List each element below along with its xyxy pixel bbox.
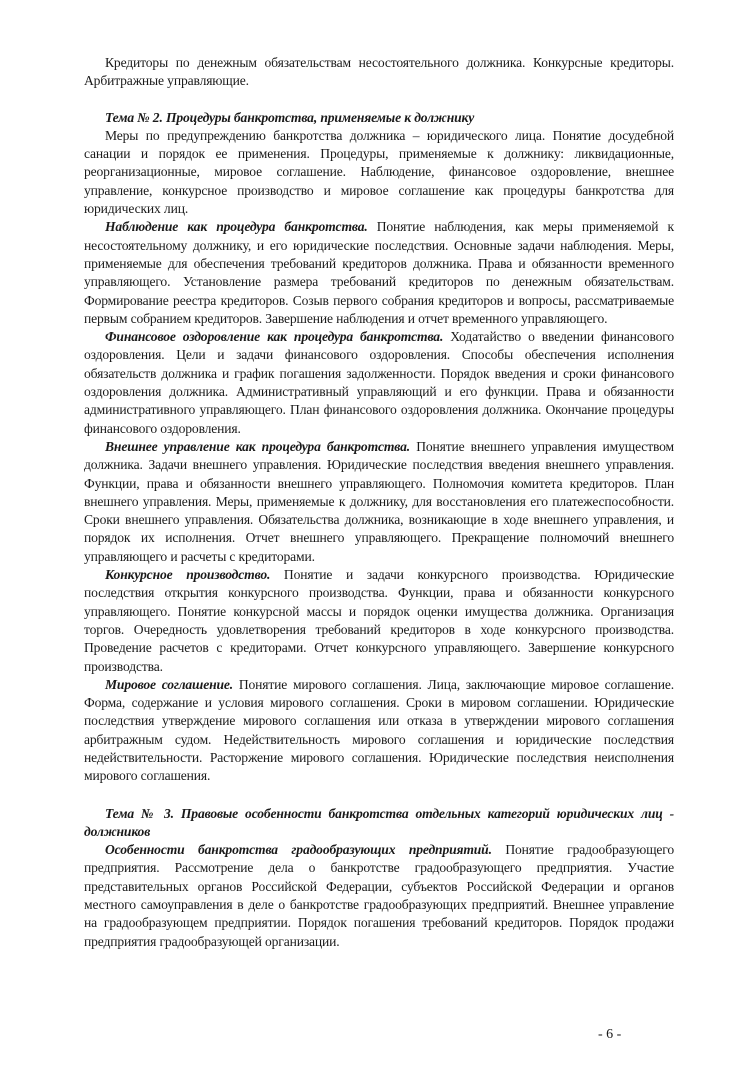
section-observation-body: Понятие наблюдения, как меры применяемой к несостоятельному должнику, и его юридические последствия. Основные задачи наблюдения. Меры, применяемые для обеспечения требований кредиторов должника. Права и обязанности временного управляющего. Установление размера требований кредиторов по денежным обязательствам. Формирование реестра кредиторов. Созыв первого собрания кредиторов и вопросы, рассматриваемые первым собранием кредиторов. Завершение наблюдения и отчет временного управляющего. [84,219,674,326]
section-external-management-body: Понятие внешнего управления имуществом должника. Задачи внешнего управления. Юридические последствия введения внешнего управления. Функции, права и обязанности внешнего управляющего. Полномочия комитета кредиторов. План внешнего управления. Меры, применяемые к должнику, для восстановления его платежеспособности. Сроки внешнего управления. Обязательства должника, возникающие в ходе внешнего управления, и порядок их исполнения. Отчет внешнего управляющего. Прекращение полномочий внешнего управляющего и расчеты с кредиторами. [84,438,675,564]
document-body [84,54,674,951]
section-observation [84,218,674,328]
intro-paragraph: Кредиторы по денежным обязательствам несостоятельного должника. Конкурсные кредиторы. Арбитражные управляющие. [84,55,674,89]
section-financial-recovery-title: Финансовое оздоровление как процедура банкротства. [105,329,444,345]
section-settlement-agreement [84,676,674,786]
topic-2-heading: Тема № 2. Процедуры банкротства, применяемые к должнику [105,109,475,125]
section-settlement-agreement-title: Мировое соглашение. [105,676,234,692]
section-city-forming-enterprises [84,841,674,951]
topic-3-heading: Тема № 3. Правовые особенности банкротства отдельных категорий юридических лиц - должников [84,805,674,839]
section-city-forming-enterprises-body: Понятие градообразующего предприятия. Рассмотрение дела о банкротстве градообразующего предприятия. Участие представительных органов Российской Федерации, субъектов Российской Федерации и органов местного самоуправления в деле о банкротстве градообразующих предприятий. Внешнее управление на градообразующем предприятии. Порядок погашения требований кредиторов. Порядок продажи предприятия градообразующей организации. [84,842,675,949]
section-bankruptcy-proceedings-title: Конкурсное производство. [105,567,271,583]
page-number: - 6 - [598,1027,622,1042]
section-financial-recovery [84,328,674,438]
section-settlement-agreement-body: Понятие мирового соглашения. Лица, заключающие мировое соглашение. Форма, содержание и условия мирового соглашения. Сроки в мировом соглашении. Юридические последствия утверждение мирового соглашения или отказа в утверждении мирового соглашения арбитражным судом. Недействительность мирового соглашения и юридические последствия недействительности. Расторжение мирового соглашения. Юридические последствия неисполнения мирового соглашения. [84,676,674,784]
section-financial-recovery-body: Ходатайство о введении финансового оздоровления. Цели и задачи финансового оздоровления. Способы обеспечения исполнения обязательств должника и график погашения задолженности. Порядок введения и сроки финансового оздоровления должника. Административный управляющий и его функции. Права и обязанности административного управляющего. План финансового оздоровления должника. Окончание процедуры финансового оздоровления. [84,329,675,436]
section-city-forming-enterprises-title: Особенности банкротства градообразующих предприятий. [105,842,492,858]
topic-2-intro-paragraph: Меры по предупреждению банкротства должника – юридического лица. Понятие досудебной санации и порядок ее применения. Процедуры, применяемые к должнику: ликвидационные, реорганизационные, мировое соглашение. Наблюдение, финансовое оздоровление, внешнее управление, конкурсное производство и мировое соглашение как процедуры банкротства для юридических лиц. [84,127,674,217]
section-external-management [84,438,674,566]
section-bankruptcy-proceedings [84,566,674,676]
section-observation-title: Наблюдение как процедура банкротства. [105,219,368,235]
section-bankruptcy-proceedings-body: Понятие и задачи конкурсного производства. Юридические последствия открытия конкурсного производства. Функции, права и обязанности конкурсного управляющего. Понятие конкурсной массы и порядок оценки имущества должника. Организация торгов. Очередность удовлетворения требований кредиторов в ходе конкурсного производства. Проведение расчетов с кредиторами. Отчет конкурсного управляющего. Завершение конкурсного производства. [84,567,674,674]
section-external-management-title: Внешнее управление как процедура банкротства. [105,438,411,454]
